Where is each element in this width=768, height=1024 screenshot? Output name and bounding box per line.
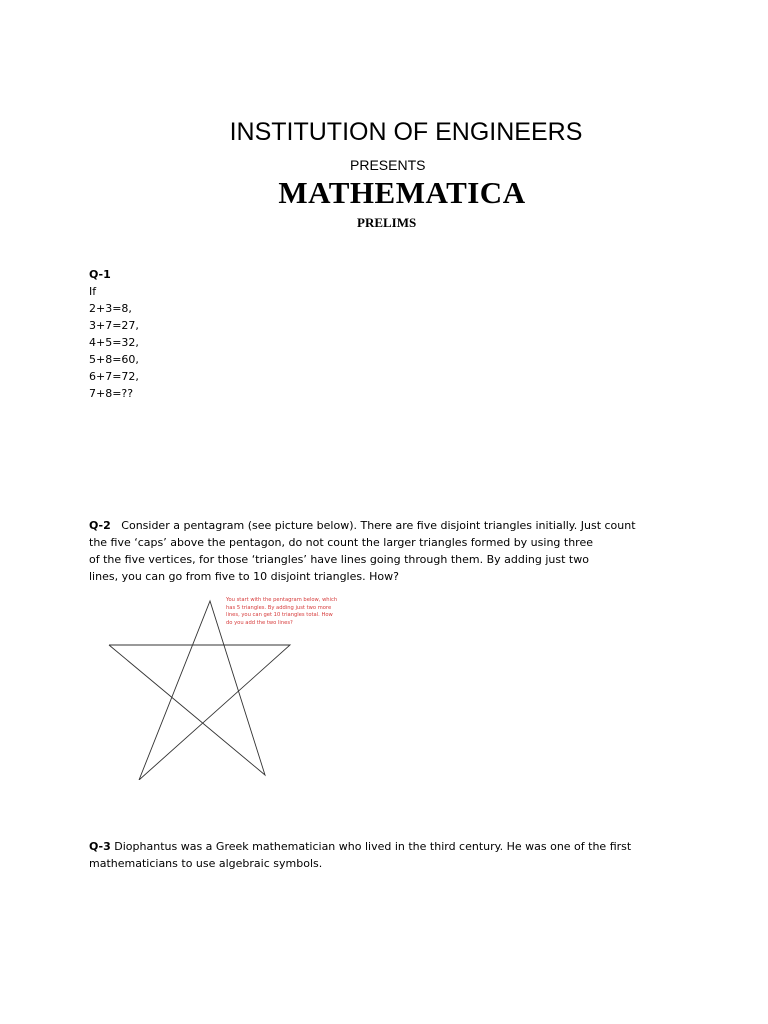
- question-1-line: 6+7=72,: [89, 370, 139, 383]
- question-1-line: 2+3=8,: [89, 302, 132, 315]
- question-2: [89, 517, 636, 585]
- question-1-line: 5+8=60,: [89, 353, 139, 366]
- question-1: [89, 266, 139, 402]
- pentagram-lines: [109, 601, 290, 780]
- question-1-label: Q-1: [89, 268, 111, 281]
- presents-text: PRESENTS: [350, 157, 426, 173]
- question-1-line: 7+8=??: [89, 387, 134, 400]
- document-title: MATHEMATICA: [278, 175, 526, 210]
- question-1-line: 3+7=27,: [89, 319, 139, 332]
- question-2-line: Consider a pentagram (see picture below). There are five disjoint triangles initially. Just count: [121, 519, 636, 532]
- question-2-line: of the five vertices, for those ‘triangles’ have lines going through them. By adding just two: [89, 553, 589, 566]
- question-1-line: If: [89, 285, 97, 298]
- question-3-line: Diophantus was a Greek mathematician who lived in the third century. He was one of the first: [114, 840, 632, 853]
- question-2-line: the five ‘caps’ above the pentagon, do not count the larger triangles formed by using three: [89, 536, 593, 549]
- question-2-line: lines, you can go from five to 10 disjoint triangles. How?: [89, 570, 399, 583]
- pentagram-note: You start with the pentagram below, which has 5 triangles. By adding just two more lines, you can get 10 triangles total. How do you add the two lines?: [226, 597, 338, 626]
- question-3: [89, 838, 631, 872]
- question-3-line: mathematicians to use algebraic symbols.: [89, 857, 323, 870]
- question-2-label: Q-2: [89, 519, 111, 532]
- institution-heading: INSTITUTION OF ENGINEERS: [229, 118, 583, 146]
- question-3-label: Q-3: [89, 840, 111, 853]
- document-subtitle: PRELIMS: [357, 215, 417, 230]
- question-1-line: 4+5=32,: [89, 336, 139, 349]
